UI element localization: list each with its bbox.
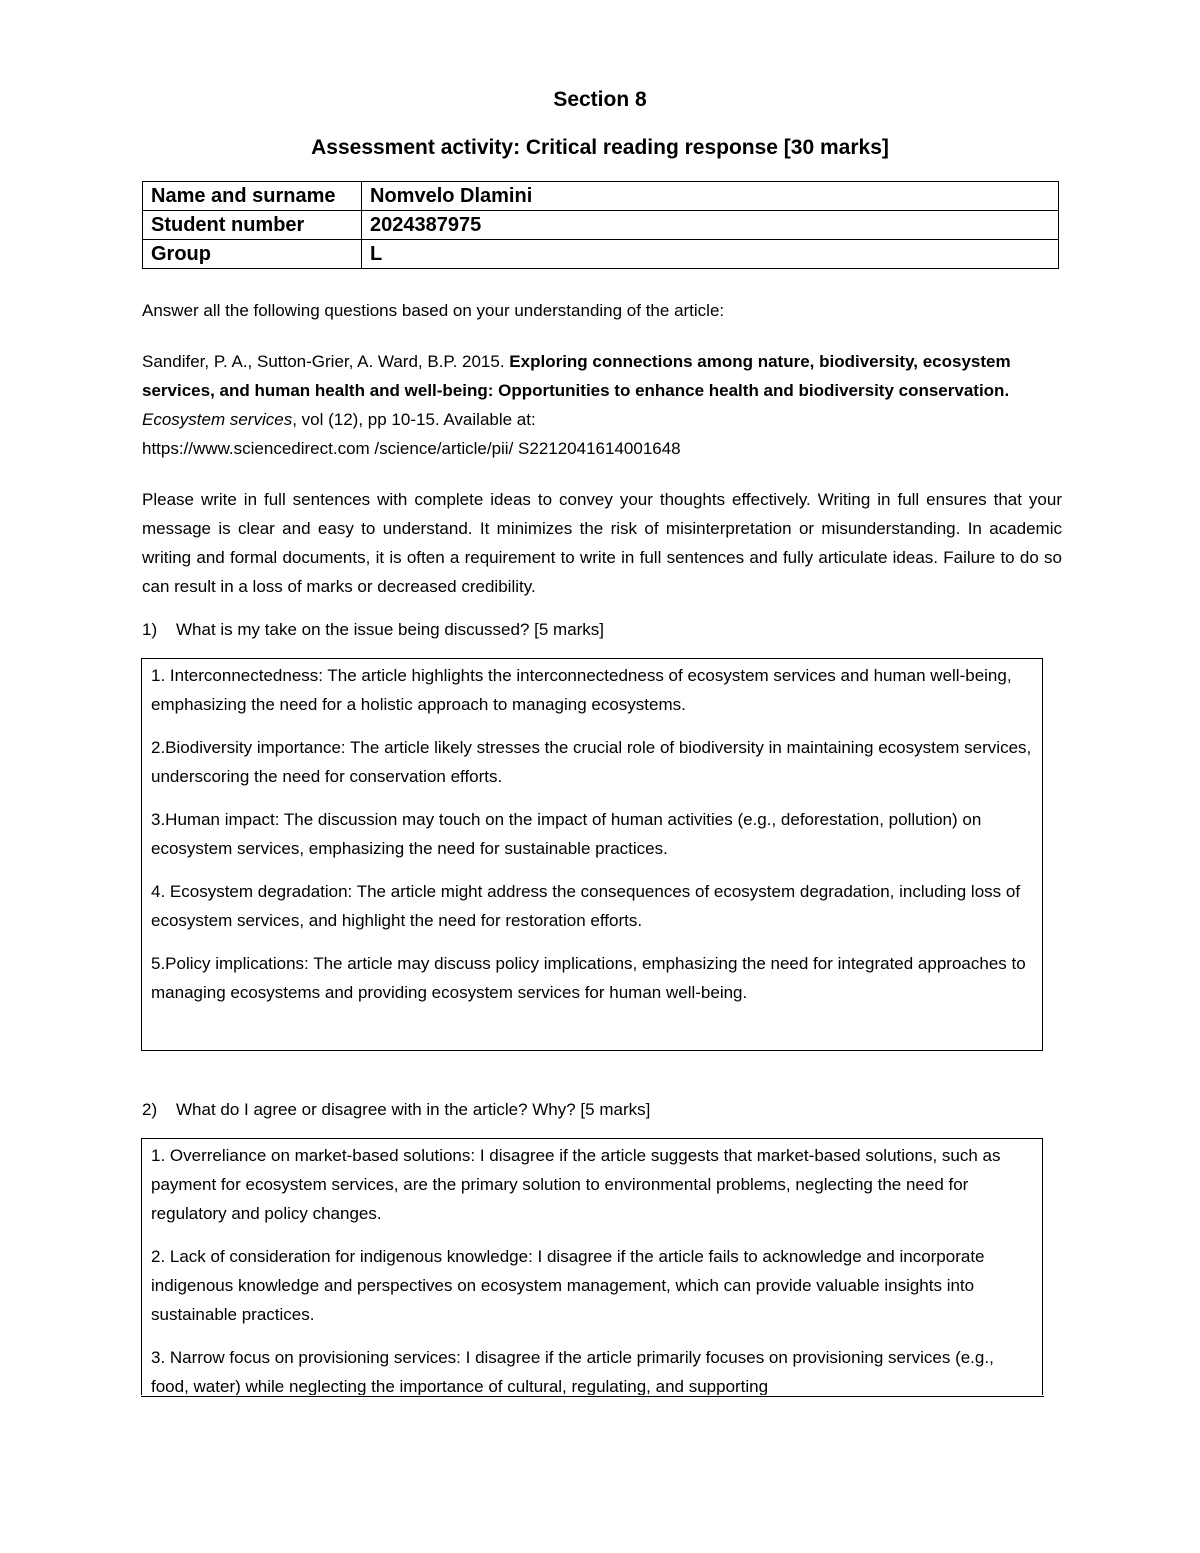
citation-journal: Ecosystem services xyxy=(142,410,293,429)
writing-instructions: Please write in full sentences with complete ideas to convey your thoughts effectively. Writing in full ensures that your message is clear and easy to understand. It minimizes the risk of misinterpretation or misunderstanding. In academic writing and formal documents, it is often a requirement to write in full sentences and fully articulate ideas. Failure to do so can result in a loss of marks or decreased credibility. xyxy=(142,490,1062,596)
student-number-label: Student number xyxy=(143,211,362,240)
group-label: Group xyxy=(143,240,362,269)
answer-item: 2. Lack of consideration for indigenous knowledge: I disagree if the article fails to acknowledge and incorporate indigenous knowledge and perspectives on ecosystem management, which can provide valuable insights into sustainable practices. xyxy=(151,1247,985,1324)
article-citation xyxy=(142,347,1062,463)
student-number-value: 2024387975 xyxy=(362,211,1059,240)
answer-box-1[interactable] xyxy=(141,658,1043,1051)
name-label: Name and surname xyxy=(143,182,362,211)
answer-item: 4. Ecosystem degradation: The article might address the consequences of ecosystem degradation, including loss of ecosystem services, and highlight the need for restoration efforts. xyxy=(151,882,1021,930)
citation-url: https://www.sciencedirect.com /science/article/pii/ S2212041614001648 xyxy=(142,439,681,458)
table-row xyxy=(143,240,1059,269)
answer-item: 3.Human impact: The discussion may touch on the impact of human activities (e.g., deforestation, pollution) on ecosystem services, emphasizing the need for sustainable practices. xyxy=(151,810,982,858)
table-row xyxy=(143,211,1059,240)
citation-title: Exploring connections among nature, biodiversity, ecosystem services, and human health and well-being: Opportunities to enhance health and biodiversity conservation. xyxy=(142,352,1011,400)
answer-item: 1. Overreliance on market-based solutions: I disagree if the article suggests that market-based solutions, such as payment for ecosystem services, are the primary solution to environmental problems, neglecting the need for regulatory and policy changes. xyxy=(151,1146,1001,1223)
question-number: 2) xyxy=(142,1100,158,1119)
question-number: 1) xyxy=(142,620,158,639)
activity-heading: Assessment activity: Critical reading response [30 marks] xyxy=(311,136,889,159)
citation-authors: Sandifer, P. A., Sutton-Grier, A. Ward, B.P. 2015. xyxy=(142,352,510,371)
answer-box-2[interactable] xyxy=(141,1138,1043,1395)
question-1 xyxy=(142,615,604,644)
question-text: What is my take on the issue being discussed? [5 marks] xyxy=(176,620,605,639)
question-2 xyxy=(142,1095,650,1124)
question-text: What do I agree or disagree with in the article? Why? [5 marks] xyxy=(176,1100,651,1119)
name-value: Nomvelo Dlamini xyxy=(362,182,1059,211)
answer-item: 2.Biodiversity importance: The article likely stresses the crucial role of biodiversity in maintaining ecosystem services, underscoring the need for conservation efforts. xyxy=(151,738,1032,786)
section-heading: Section 8 xyxy=(553,88,647,111)
answer-box-2-bottom-border xyxy=(141,1396,1044,1397)
group-value: L xyxy=(362,240,1059,269)
answer-item: 5.Policy implications: The article may discuss policy implications, emphasizing the need for integrated approaches to managing ecosystems and providing ecosystem services for human well-being. xyxy=(151,954,1026,1002)
answer-item: 3. Narrow focus on provisioning services: I disagree if the article primarily focuses on provisioning services (e.g., food, water) while neglecting the importance of cultural, regulating, and supporting xyxy=(151,1348,994,1395)
answer-item: 1. Interconnectedness: The article highlights the interconnectedness of ecosystem services and human well-being, emphasizing the need for a holistic approach to managing ecosystems. xyxy=(151,666,1012,714)
instructions-intro: Answer all the following questions based on your understanding of the article: xyxy=(142,301,725,320)
citation-details: , vol (12), pp 10-15. Available at: xyxy=(292,410,536,429)
student-info-table xyxy=(142,181,1059,269)
table-row xyxy=(143,182,1059,211)
